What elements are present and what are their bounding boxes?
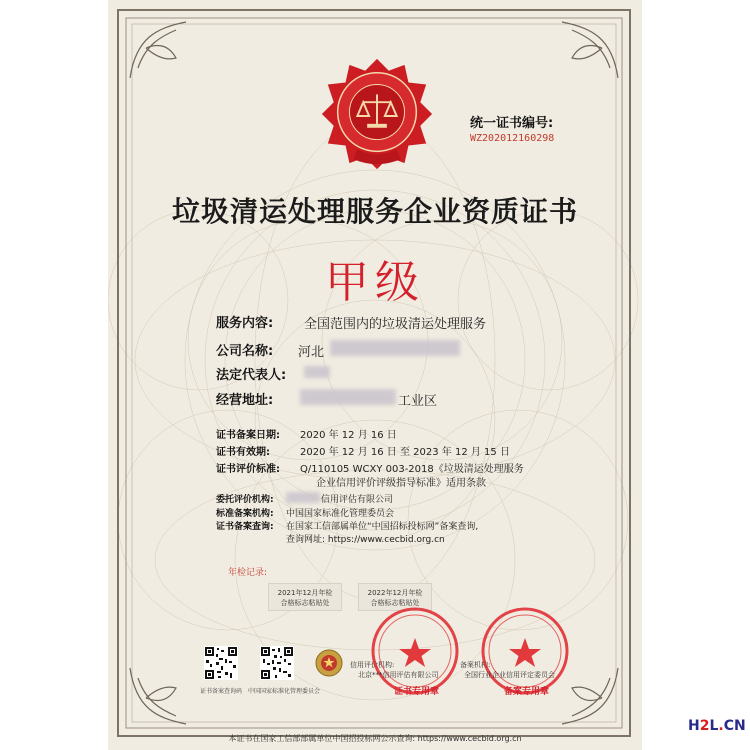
annual-check-title: 年检记录: bbox=[228, 568, 268, 578]
annual-check-2021-line2: 合格标志粘贴处 bbox=[280, 599, 330, 607]
seal1-name: 北京***信用评估有限公司 bbox=[358, 671, 439, 679]
seal2-caption: 备案机构: bbox=[460, 661, 491, 669]
service-value: 全国范围内的垃圾清运处理服务 bbox=[304, 317, 487, 332]
standard-record-label: 标准备案机构: bbox=[216, 509, 274, 519]
annual-check-2022-line1: 2022年12月年检 bbox=[367, 589, 423, 597]
qr-code-icon bbox=[260, 646, 294, 680]
record-date-value: 2020 年 12 月 16 日 bbox=[300, 430, 397, 441]
qualification-grade: 甲级 bbox=[325, 257, 425, 308]
annual-check-2021-box bbox=[268, 583, 342, 611]
watermark-l: L bbox=[709, 718, 719, 734]
serial-number-label: 统一证书编号: bbox=[470, 116, 554, 131]
agency-value: 信用评估有限公司 bbox=[321, 495, 394, 505]
company-name-label: 公司名称: bbox=[216, 344, 274, 359]
h2l-watermark bbox=[688, 718, 746, 734]
query-line1: 在国家工信部属单位“中国招标投标网”备案查询, bbox=[286, 522, 479, 532]
company-name-value: 河北 bbox=[298, 345, 325, 360]
company-name-redaction bbox=[330, 340, 460, 356]
seal2-bottom: 备案专用章 bbox=[504, 687, 550, 697]
standard-line1: Q/110105 WCXY 003-2018《垃圾清运处理服务 bbox=[300, 464, 524, 475]
legal-rep-redaction bbox=[304, 366, 330, 378]
seal1-caption: 信用评价机构: bbox=[350, 661, 395, 669]
watermark-dot: . bbox=[718, 718, 724, 734]
certificate-seal-stamp bbox=[370, 606, 460, 696]
address-redaction bbox=[300, 389, 396, 405]
watermark-h: H bbox=[688, 718, 700, 734]
qualification-emblem bbox=[318, 55, 436, 173]
watermark-two: 2 bbox=[699, 718, 710, 734]
address-label: 经营地址: bbox=[216, 393, 274, 408]
query-label: 证书备案查询: bbox=[216, 522, 274, 532]
qr-code-caption-1: 证书备案查询码 bbox=[200, 688, 243, 695]
certificate-title: 垃圾清运处理服务企业资质证书 bbox=[171, 195, 578, 228]
agency-redaction bbox=[286, 492, 320, 503]
qr-code-icon bbox=[204, 646, 238, 680]
seal2-name: 全国行业企业信用评定委员会 bbox=[464, 671, 555, 679]
annual-check-2021-line1: 2021年12月年检 bbox=[277, 589, 333, 597]
registration-seal-stamp bbox=[480, 606, 570, 696]
validity-value: 2020 年 12 月 16 日 至 2023 年 12 月 15 日 bbox=[300, 447, 510, 458]
standard-label: 证书评价标准: bbox=[216, 464, 280, 475]
record-date-label: 证书备案日期: bbox=[216, 430, 280, 441]
annual-check-2022-line2: 合格标志粘贴处 bbox=[370, 599, 420, 607]
watermark-cn: CN bbox=[723, 718, 746, 734]
qr-code-caption-2: 中国国家标准化管理委员会 bbox=[248, 688, 321, 695]
standard-line2: 企业信用评价评级指导标准》适用条款 bbox=[316, 478, 486, 489]
certificate-footer: 本证书在国家工信部部属单位中国招投标网公示查询: https://www.cecbid.org.cn bbox=[228, 734, 522, 743]
query-line2: 查询网址: https://www.cecbid.org.cn bbox=[286, 535, 445, 545]
validity-label: 证书有效期: bbox=[216, 447, 270, 458]
certificate bbox=[108, 0, 642, 750]
address-value: 工业区 bbox=[398, 394, 438, 409]
service-label: 服务内容: bbox=[216, 316, 274, 331]
seal1-bottom: 证书专用章 bbox=[394, 687, 440, 697]
agency-label: 委托评价机构: bbox=[216, 495, 274, 505]
national-emblem-icon bbox=[314, 648, 344, 678]
standard-record-value: 中国国家标准化管理委员会 bbox=[286, 509, 395, 519]
serial-number-value: WZ202012160298 bbox=[470, 133, 555, 144]
legal-rep-label: 法定代表人: bbox=[216, 368, 287, 383]
